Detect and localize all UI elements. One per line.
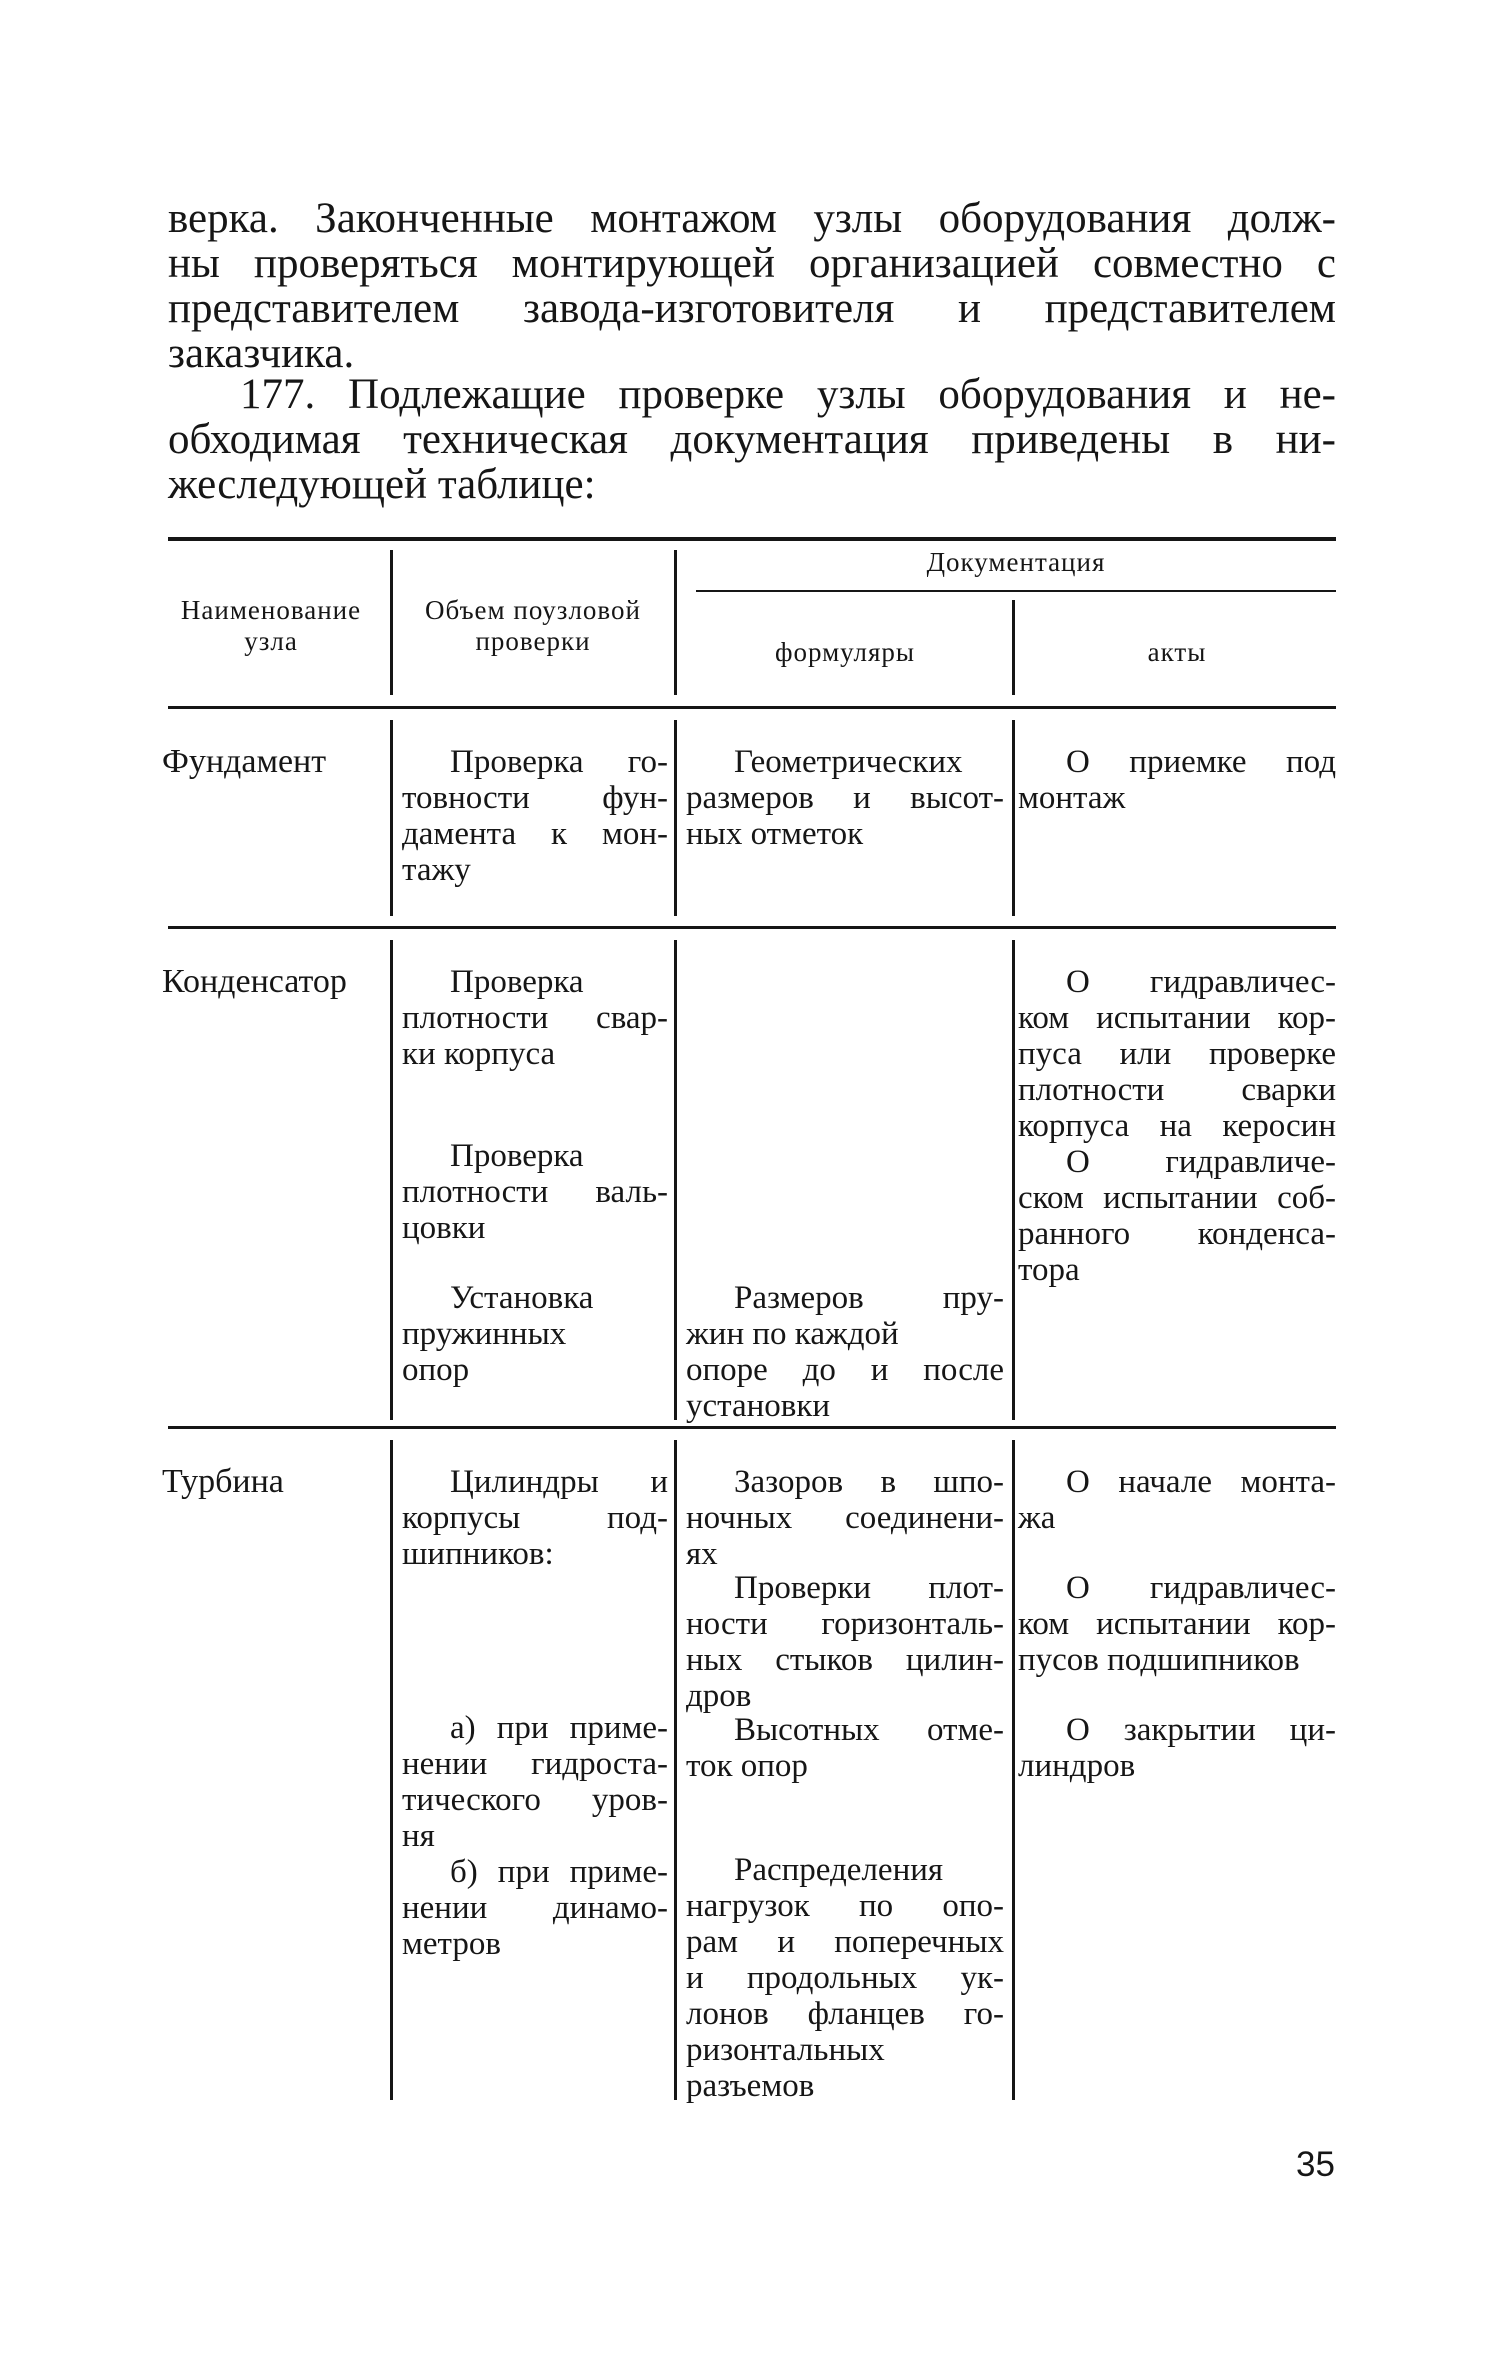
row3-scope-c: б) при приме- нении динамо- метров [402,1854,668,1962]
col-line-2-row1 [674,720,677,916]
col-line-2-row3 [674,1440,677,2100]
row2-acts-b: О гидравличе- ском испытании соб- ранного конденса- тора [1018,1144,1336,1288]
row3-acts-b: О гидравличес- ком испытании кор- пусов подшипников [1018,1570,1336,1678]
row-node-turbine: Турбина [162,1463,284,1500]
col-line-1-header [390,550,393,695]
row2-forms: Размеров пру- жин по каждой опоре до и после установки [686,1280,1004,1424]
text-line: обходимая техническая документация приведены в ни- [168,416,1336,463]
text-line: 177. Подлежащие проверке узлы оборудования и не- [240,371,1336,418]
paragraph-177 [168,372,1336,507]
page-number: 35 [1296,2145,1335,2184]
row2-acts-a: О гидравличес- ком испытании кор- пуса или проверке плотности сварки корпуса на керосин [1018,964,1336,1144]
row3-acts-c: О закрытии ци- линдров [1018,1712,1336,1784]
row-rule-1 [168,926,1336,929]
row2-scope-b: Проверка плотности валь- цовки [402,1138,668,1246]
col-line-2-header [674,550,677,695]
header-acts: акты [1147,637,1207,667]
row3-scope-a: Цилиндры и корпусы под- шипников: [402,1464,668,1572]
documentation-rule [696,590,1336,592]
col-line-1-row2 [390,940,393,1420]
text-line: представителем завода-изготовителя и представителем [168,285,1336,332]
col-line-3-row2 [1012,940,1015,1420]
row1-scope: Проверка го- товности фун- дамента к мон- тажу [402,744,668,888]
intro-paragraph [168,196,1336,376]
row3-acts-a: О начале монта- жа [1018,1464,1336,1536]
row2-scope-a: Проверка плотности свар- ки корпуса [402,964,668,1072]
row3-forms-a: Зазоров в шпо- ночных соединени- ях [686,1464,1004,1572]
col-line-2-row2 [674,940,677,1420]
row1-forms: Геометрических размеров и высот- ных отметок [686,744,1004,852]
header-documentation: Документация [926,547,1106,577]
text-line: заказчика. [168,330,355,377]
table-top-rule [168,537,1336,541]
col-line-3-header [1012,600,1015,695]
col-line-3-row1 [1012,720,1015,916]
row1-acts: О приемке под монтаж [1018,744,1336,816]
row-node-foundation: Фундамент [162,743,327,780]
header-bottom-rule [168,706,1336,709]
row3-scope-b: а) при приме- нении гидроста- тического уров- ня [402,1710,668,1854]
header-scope: Объем поузловой проверки [425,595,641,656]
row3-forms-b: Проверки плот- ности горизонталь- ных стыков цилин- дров [686,1570,1004,1714]
row-rule-2 [168,1426,1336,1429]
row-node-condenser: Конденсатор [162,963,347,1000]
col-line-3-row3 [1012,1440,1015,2100]
header-node: Наименование узла [180,595,362,656]
header-forms: формуляры [774,637,916,667]
text-line: ны проверяться монтирующей организацией совместно с [168,240,1336,287]
text-line: верка. Законченные монтажом узлы оборудования долж- [168,195,1336,242]
col-line-1-row3 [390,1440,393,2100]
row3-forms-c: Высотных отме- ток опор [686,1712,1004,1784]
row2-scope-c: Установка пружинных опор [402,1280,594,1388]
text-line: жеследующей таблице: [168,461,596,508]
row3-forms-d: Распределения нагрузок по опо- рам и поперечных и продольных ук- лонов фланцев го- ризонтальных разъемов [686,1852,1004,2104]
col-line-1-row1 [390,720,393,916]
